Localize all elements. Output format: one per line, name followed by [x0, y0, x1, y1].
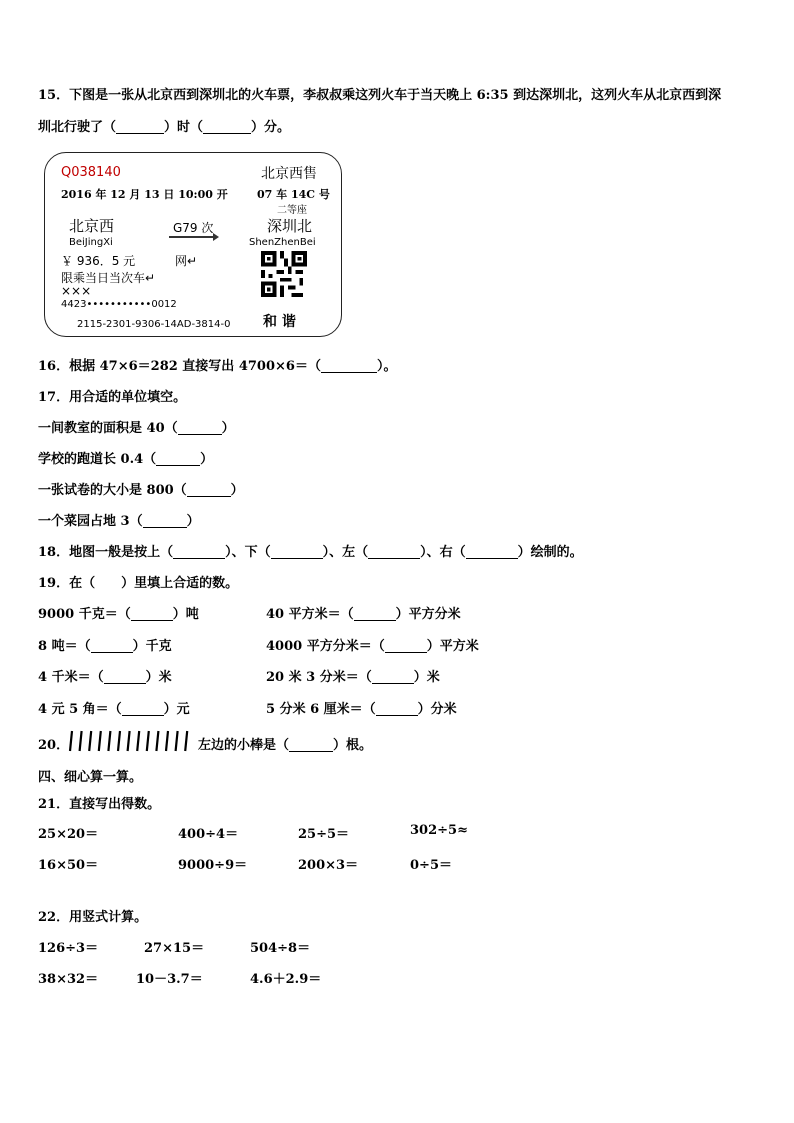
q22-problem: 4.6＋2.9＝: [250, 972, 322, 987]
ticket-from: 北京西: [69, 217, 115, 235]
q17-blank2[interactable]: [156, 451, 200, 466]
stick: [70, 731, 72, 751]
q19-r2-right: 4000 平方分米＝（ ）平方米: [266, 639, 479, 654]
q19-blank[interactable]: [372, 669, 414, 684]
q17-blank1[interactable]: [178, 420, 222, 435]
q18-blank-left[interactable]: [368, 544, 420, 559]
q18-blank-right[interactable]: [466, 544, 518, 559]
q22-problem: 27×15＝: [144, 941, 205, 956]
q21-problem: 200×3＝: [298, 858, 359, 873]
q21-problem: 25÷5＝: [298, 827, 350, 842]
q17-item3: 一张试卷的大小是 800（ ）: [38, 483, 244, 498]
q22-problem: 38×32＝: [38, 972, 99, 987]
ticket-passenger: ×××: [61, 284, 92, 298]
train-ticket: [44, 152, 342, 337]
q19-r4-right: 5 分米 6 厘米＝（ ）分米: [266, 702, 457, 717]
q21-problem: 302÷5≈: [410, 823, 468, 838]
stick: [176, 731, 178, 751]
q22-problem: 504÷8＝: [250, 941, 311, 956]
ticket-to: 深圳北: [267, 217, 313, 235]
q19-blank[interactable]: [91, 638, 133, 653]
ticket-seat-class: 二等座: [277, 205, 307, 216]
stick: [99, 731, 101, 751]
q19-r3-left: 4 千米＝（ ）米: [38, 670, 172, 685]
q19-blank[interactable]: [385, 638, 427, 653]
q16: 16．根据 47×6＝282 直接写出 4700×6＝（ ）。: [38, 359, 397, 374]
ticket-from-pinyin: BeiJingXi: [69, 237, 113, 248]
ticket-limit: 限乘当日当次车↵: [61, 271, 156, 285]
q15-minutes-blank[interactable]: [203, 119, 251, 134]
q19-r1-left: 9000 千克＝（ ）吨: [38, 607, 199, 622]
stick: [128, 731, 130, 751]
q19-r1-right: 40 平方米＝（ ）平方分米: [266, 607, 461, 622]
q17-title: 17．用合适的单位填空。: [38, 390, 187, 405]
q19-blank[interactable]: [131, 606, 173, 621]
stick: [118, 731, 120, 751]
q21-problem: 9000÷9＝: [178, 858, 248, 873]
q19-blank[interactable]: [376, 701, 418, 716]
ticket-price: ￥ 936．5 元: [61, 254, 136, 268]
q17-item2: 学校的跑道长 0.4（ ）: [38, 452, 214, 467]
ticket-date: 2016 年 12 月 13 日 10:00 开: [61, 188, 228, 201]
ticket-code: Q038140: [61, 165, 121, 180]
ticket-to-pinyin: ShenZhenBei: [249, 237, 316, 248]
stick: [156, 731, 158, 751]
stick: [147, 731, 149, 751]
q21-problem: 25×20＝: [38, 827, 99, 842]
q20-text: 左边的小棒是（ ）根。: [198, 738, 373, 753]
q17-blank4[interactable]: [143, 513, 187, 528]
q22-problem: 10－3.7＝: [136, 972, 203, 987]
q20-number: 20．: [38, 738, 70, 753]
q17-item4: 一个菜园占地 3（ ）: [38, 514, 200, 529]
q15-line1: 15．下图是一张从北京西到深圳北的火车票，李叔叔乘这列火车于当天晚上 6:35 到达深圳北，这列火车从北京西到深: [38, 88, 722, 103]
ticket-arrow: [169, 233, 219, 241]
q19-blank[interactable]: [104, 669, 146, 684]
q15-hours-blank[interactable]: [116, 119, 164, 134]
ticket-train-no: G79 次: [173, 221, 214, 235]
q21-problem: 0÷5＝: [410, 858, 452, 873]
q19-r2-left: 8 吨＝（ ）千克: [38, 639, 172, 654]
stick: [80, 731, 82, 751]
q19-r3-right: 20 米 3 分米＝（ ）米: [266, 670, 440, 685]
qr-code-icon: [261, 251, 307, 297]
q22-problem: 126÷3＝: [38, 941, 99, 956]
q21-title: 21．直接写出得数。: [38, 797, 161, 812]
q17-blank3[interactable]: [187, 482, 231, 497]
stick: [166, 731, 168, 751]
q18-blank-down[interactable]: [271, 544, 323, 559]
ticket-serial: 2115-2301-9306-14AD-3814-0: [77, 319, 231, 330]
q19-blank[interactable]: [122, 701, 164, 716]
q18-blank-up[interactable]: [173, 544, 225, 559]
q17-item1: 一间教室的面积是 40（ ）: [38, 421, 235, 436]
q15-line2: 圳北行驶了（ ）时（ ）分。: [38, 120, 291, 135]
stick: [185, 731, 187, 751]
q21-problem: 16×50＝: [38, 858, 99, 873]
ticket-brand: 和 谐: [263, 314, 296, 330]
q16-blank[interactable]: [321, 358, 377, 373]
ticket-office: 北京西售: [261, 166, 317, 182]
q19-r4-left: 4 元 5 角＝（ ）元: [38, 702, 190, 717]
q19-blank[interactable]: [354, 606, 396, 621]
ticket-car: 07 车 14C 号: [257, 188, 330, 201]
sticks-figure: [67, 730, 194, 752]
stick: [108, 731, 110, 751]
q20-blank[interactable]: [289, 737, 333, 752]
ticket-channel: 网↵: [175, 254, 198, 268]
section-4-heading: 四、细心算一算。: [38, 770, 143, 785]
q18: 18．地图一般是按上（ ）、下（ ）、左（ ）、右（ ）绘制的。: [38, 545, 583, 560]
q21-problem: 400÷4＝: [178, 827, 239, 842]
q22-title: 22．用竖式计算。: [38, 910, 148, 925]
ticket-id: 4423•••••••••••0012: [61, 299, 177, 310]
stick: [89, 731, 91, 751]
stick: [137, 731, 139, 751]
q19-title: 19．在（ ）里填上合适的数。: [38, 576, 239, 591]
